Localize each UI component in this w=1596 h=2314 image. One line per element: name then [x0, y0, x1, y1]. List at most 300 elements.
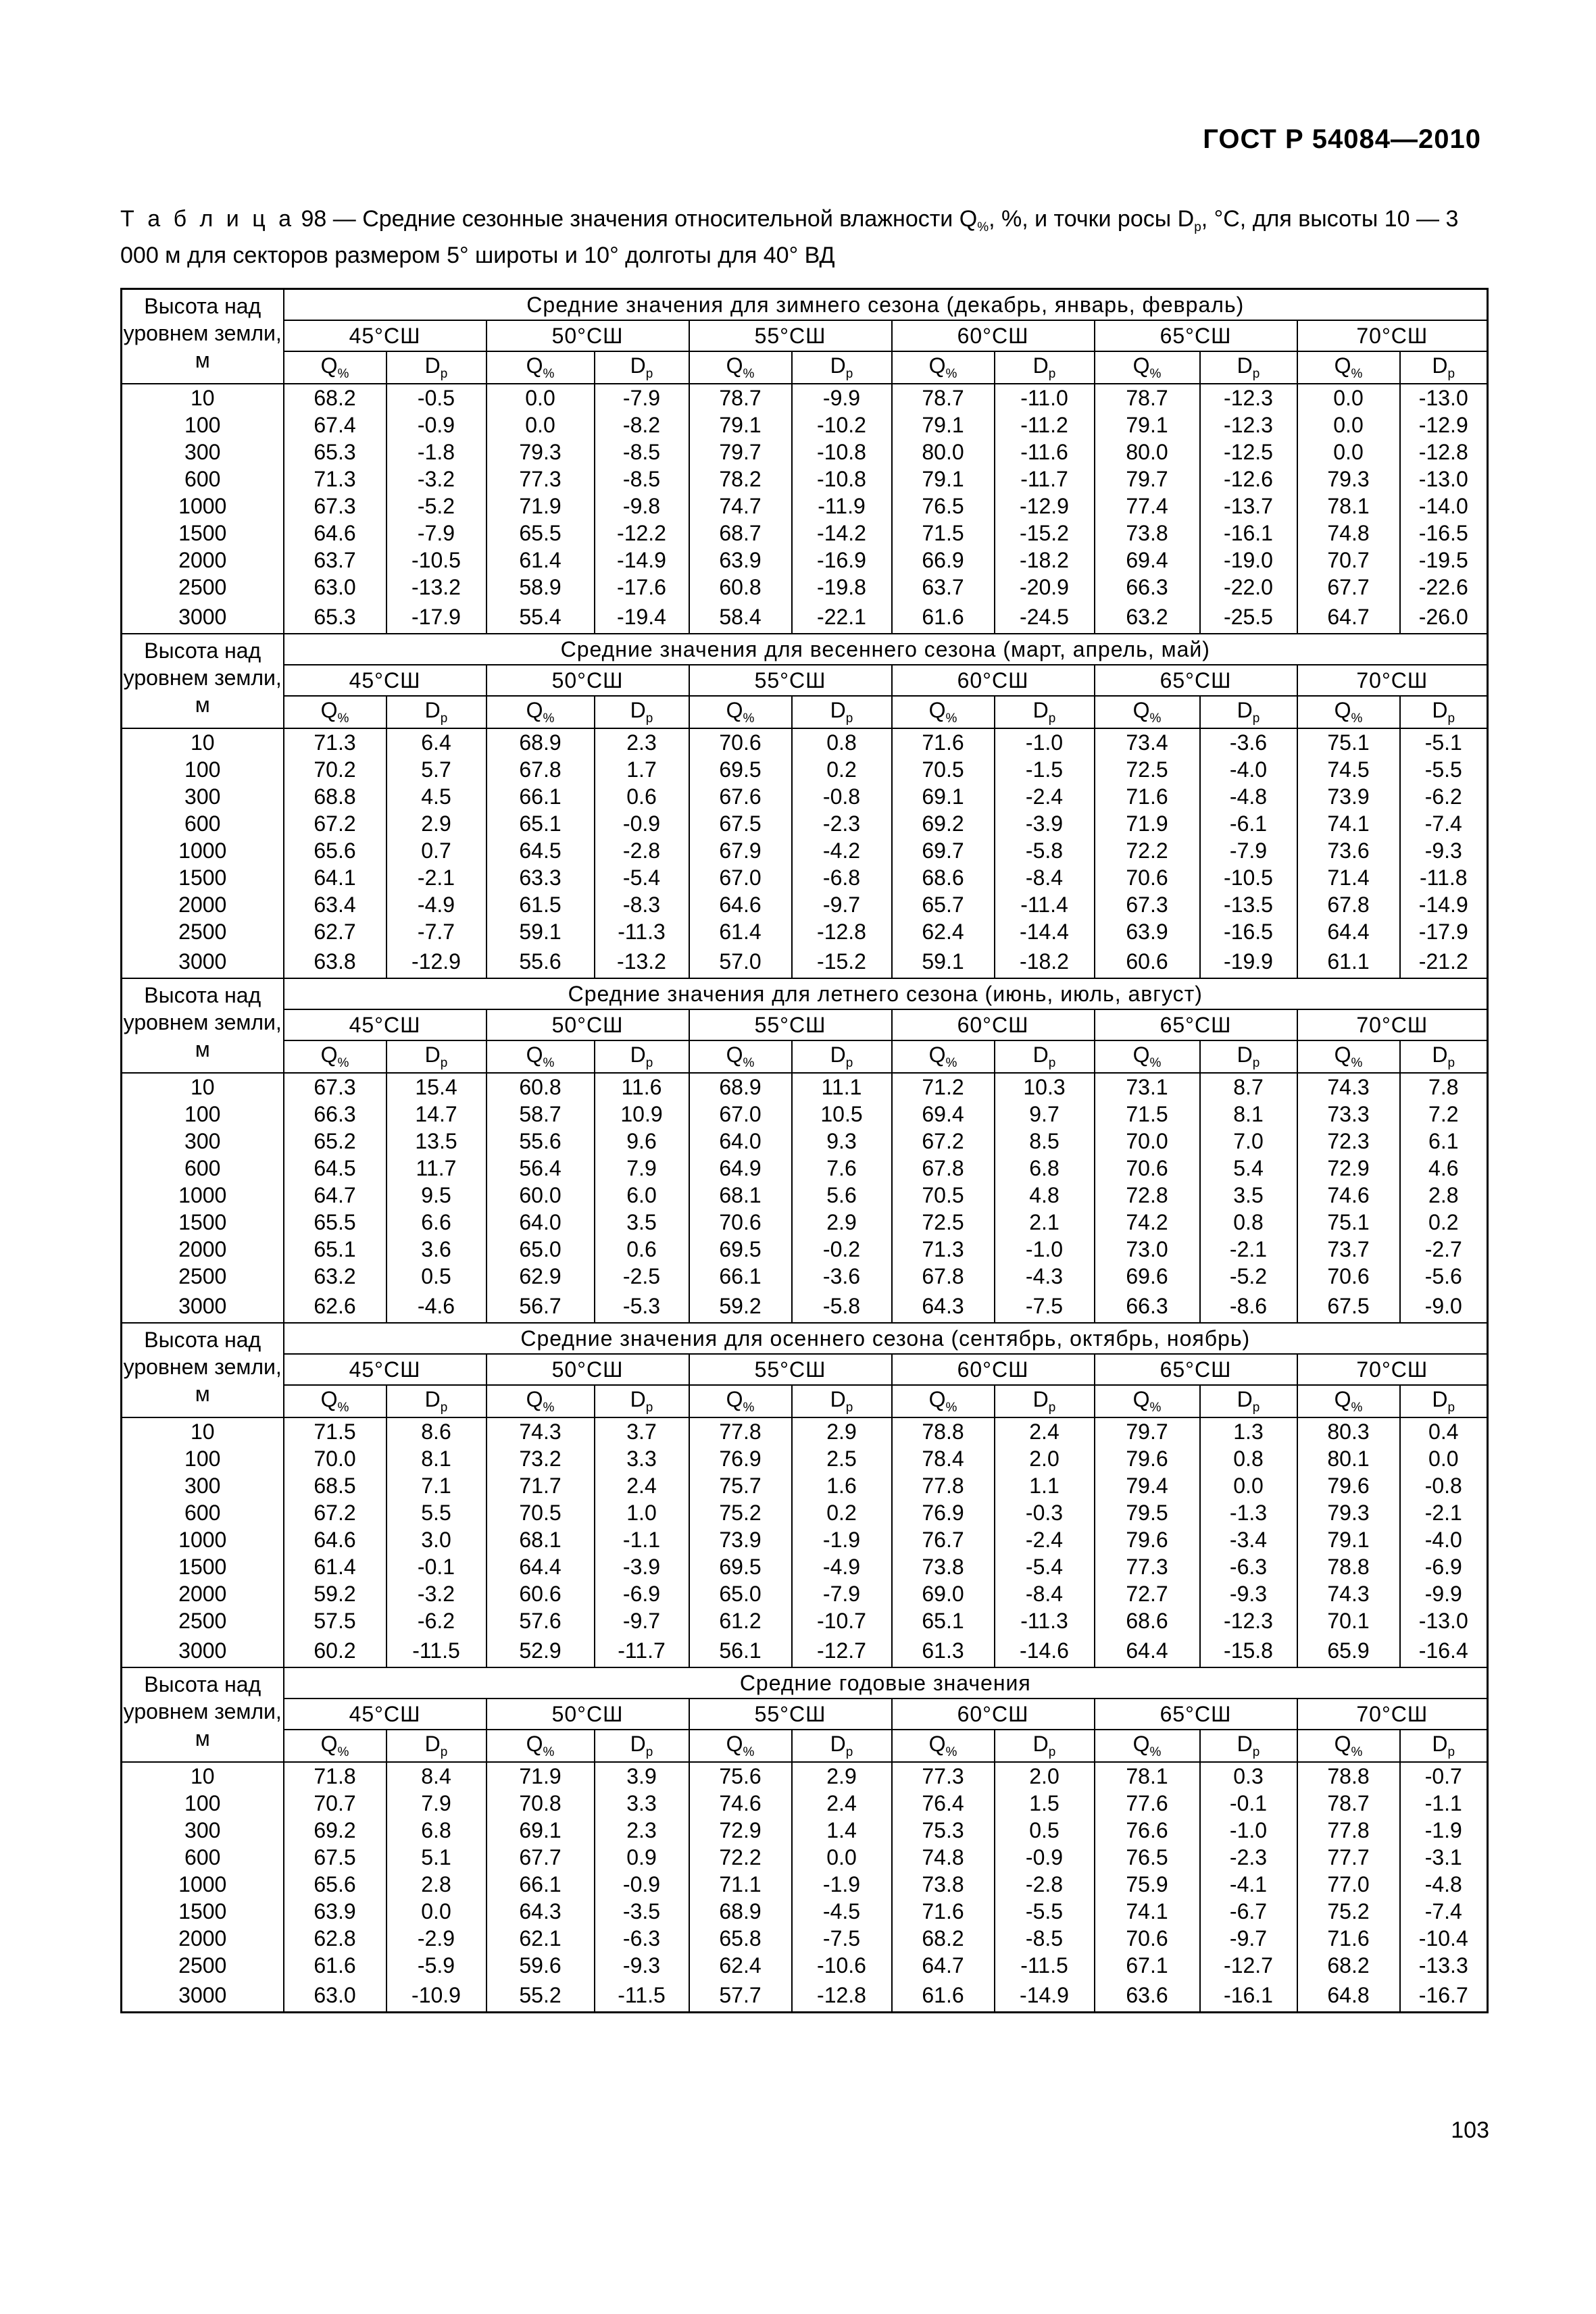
variable-header-row	[122, 351, 1488, 384]
latitude-header: 50°СШ	[487, 1009, 689, 1040]
humidity-cell: 63.4	[284, 891, 386, 918]
humidity-cell: 69.5	[689, 1236, 792, 1263]
humidity-cell: 70.5	[487, 1499, 595, 1526]
humidity-cell: 69.5	[689, 756, 792, 783]
dewpoint-cell: -14.2	[792, 520, 892, 547]
humidity-header	[892, 1730, 995, 1762]
dewpoint-header	[1200, 696, 1297, 728]
humidity-cell: 68.2	[1297, 1952, 1400, 1979]
dewpoint-header	[1400, 351, 1488, 384]
humidity-header-subscript: %	[337, 711, 349, 726]
height-cell: 2000	[122, 1925, 284, 1952]
dewpoint-cell: 4.6	[1400, 1155, 1488, 1182]
humidity-cell: 74.1	[1095, 1898, 1200, 1925]
dewpoint-cell: -22.1	[792, 601, 892, 634]
humidity-cell: 77.3	[487, 466, 595, 493]
humidity-cell: 52.9	[487, 1634, 595, 1667]
humidity-cell: 0.0	[1297, 384, 1400, 411]
humidity-cell: 67.8	[892, 1263, 995, 1290]
dewpoint-cell: -1.9	[792, 1526, 892, 1553]
dewpoint-cell: -2.9	[386, 1925, 487, 1952]
humidity-header	[689, 696, 792, 728]
humidity-header	[487, 696, 595, 728]
humidity-header	[284, 1385, 386, 1417]
humidity-cell: 60.8	[689, 574, 792, 601]
dewpoint-cell: 3.0	[386, 1526, 487, 1553]
humidity-cell: 66.9	[892, 547, 995, 574]
dewpoint-header	[1200, 1730, 1297, 1762]
latitude-header: 45°СШ	[284, 1009, 487, 1040]
dewpoint-cell: 6.6	[386, 1209, 487, 1236]
humidity-cell: 64.5	[487, 837, 595, 864]
humidity-cell: 74.6	[1297, 1182, 1400, 1209]
dewpoint-header	[595, 696, 689, 728]
humidity-cell: 68.2	[892, 1925, 995, 1952]
humidity-cell: 68.5	[284, 1472, 386, 1499]
table-row	[122, 1844, 1488, 1871]
dewpoint-cell: 10.3	[995, 1073, 1095, 1101]
humidity-cell: 62.9	[487, 1263, 595, 1290]
dewpoint-cell: 8.6	[386, 1417, 487, 1445]
humidity-header-subscript: %	[337, 1401, 349, 1415]
humidity-cell: 59.6	[487, 1952, 595, 1979]
dewpoint-cell: 0.6	[595, 783, 689, 810]
dewpoint-header	[595, 1385, 689, 1417]
humidity-cell: 77.8	[1297, 1817, 1400, 1844]
dewpoint-cell: -8.5	[595, 438, 689, 466]
humidity-cell: 78.4	[892, 1445, 995, 1472]
latitude-header: 45°СШ	[284, 320, 487, 351]
humidity-header-letter: Q	[526, 353, 543, 378]
humidity-cell: 71.3	[284, 728, 386, 756]
humidity-cell: 69.1	[487, 1817, 595, 1844]
dewpoint-cell: -18.2	[995, 945, 1095, 978]
dewpoint-header-letter: D	[1237, 1042, 1253, 1067]
humidity-cell: 71.1	[689, 1871, 792, 1898]
dewpoint-cell: -2.5	[595, 1263, 689, 1290]
humidity-header-letter: Q	[726, 353, 743, 378]
dewpoint-cell: -2.3	[1200, 1844, 1297, 1871]
humidity-header-subscript: %	[543, 1056, 555, 1070]
dewpoint-cell: -2.1	[1200, 1236, 1297, 1263]
dewpoint-header-subscript: p	[440, 1401, 448, 1415]
dewpoint-cell: -3.5	[595, 1898, 689, 1925]
humidity-cell: 57.0	[689, 945, 792, 978]
humidity-cell: 71.9	[487, 1762, 595, 1790]
dewpoint-cell: 2.3	[595, 728, 689, 756]
humidity-cell: 68.6	[1095, 1607, 1200, 1634]
dewpoint-cell: -9.0	[1400, 1290, 1488, 1323]
humidity-cell: 57.5	[284, 1607, 386, 1634]
humidity-cell: 75.6	[689, 1762, 792, 1790]
humidity-cell: 64.6	[284, 1526, 386, 1553]
humidity-header-subscript: %	[945, 1745, 957, 1759]
table-row	[122, 1155, 1488, 1182]
humidity-cell: 67.7	[487, 1844, 595, 1871]
dewpoint-cell: -0.8	[792, 783, 892, 810]
dewpoint-cell: -14.0	[1400, 493, 1488, 520]
dewpoint-cell: -6.8	[792, 864, 892, 891]
latitude-header-row	[122, 1009, 1488, 1040]
table-row	[122, 864, 1488, 891]
humidity-cell: 70.6	[689, 728, 792, 756]
dewpoint-header-letter: D	[1032, 1042, 1049, 1067]
dewpoint-cell: -0.5	[386, 384, 487, 411]
dewpoint-cell: 2.1	[995, 1209, 1095, 1236]
humidity-cell: 71.8	[284, 1762, 386, 1790]
latitude-header: 45°СШ	[284, 665, 487, 696]
humidity-header-letter: Q	[1132, 1042, 1150, 1067]
dewpoint-header-letter: D	[1237, 353, 1253, 378]
dewpoint-cell: -10.5	[1200, 864, 1297, 891]
dewpoint-cell: -18.2	[995, 547, 1095, 574]
dewpoint-cell: -16.1	[1200, 520, 1297, 547]
humidity-cell: 64.8	[1297, 1979, 1400, 2013]
humidity-cell: 75.3	[892, 1817, 995, 1844]
humidity-cell: 80.0	[892, 438, 995, 466]
humidity-header	[689, 1040, 792, 1073]
humidity-cell: 64.4	[1095, 1634, 1200, 1667]
latitude-header: 70°СШ	[1297, 1354, 1488, 1385]
humidity-cell: 69.5	[689, 1553, 792, 1580]
dewpoint-cell: -9.7	[1200, 1925, 1297, 1952]
table-row	[122, 384, 1488, 411]
table-row	[122, 1101, 1488, 1128]
dewpoint-cell: 15.4	[386, 1073, 487, 1101]
dewpoint-cell: -16.4	[1400, 1634, 1488, 1667]
humidity-cell: 65.1	[892, 1607, 995, 1634]
dewpoint-header	[995, 1040, 1095, 1073]
humidity-cell: 59.2	[284, 1580, 386, 1607]
humidity-cell: 79.5	[1095, 1499, 1200, 1526]
humidity-header-subscript: %	[1351, 711, 1363, 726]
humidity-header-letter: Q	[1334, 698, 1351, 722]
table-row	[122, 1979, 1488, 2013]
humidity-header-letter: Q	[526, 1387, 543, 1411]
humidity-cell: 72.3	[1297, 1128, 1400, 1155]
height-cell: 300	[122, 1472, 284, 1499]
humidity-cell: 66.3	[284, 1101, 386, 1128]
humidity-cell: 67.2	[284, 810, 386, 837]
dewpoint-cell: -19.8	[792, 574, 892, 601]
humidity-cell: 70.5	[892, 1182, 995, 1209]
dewpoint-cell: -7.9	[386, 520, 487, 547]
table-row	[122, 1580, 1488, 1607]
height-cell: 10	[122, 384, 284, 411]
dewpoint-cell: -6.3	[595, 1925, 689, 1952]
dewpoint-cell: 7.9	[386, 1790, 487, 1817]
table-row	[122, 1128, 1488, 1155]
humidity-header-subscript: %	[1149, 1401, 1162, 1415]
latitude-header: 50°СШ	[487, 665, 689, 696]
humidity-cell: 64.1	[284, 864, 386, 891]
dewpoint-cell: 8.5	[995, 1128, 1095, 1155]
humidity-cell: 71.3	[892, 1236, 995, 1263]
humidity-cell: 63.9	[1095, 918, 1200, 945]
dewpoint-cell: -5.2	[386, 493, 487, 520]
humidity-cell: 66.3	[1095, 1290, 1200, 1323]
dewpoint-cell: -11.8	[1400, 864, 1488, 891]
dewpoint-cell: -5.8	[792, 1290, 892, 1323]
humidity-cell: 72.2	[1095, 837, 1200, 864]
dewpoint-cell: -0.1	[386, 1553, 487, 1580]
latitude-header: 60°СШ	[892, 1009, 1095, 1040]
humidity-cell: 74.7	[689, 493, 792, 520]
dewpoint-header-letter: D	[1432, 1732, 1448, 1756]
caption-sub-d: p	[1194, 220, 1201, 234]
humidity-cell: 79.7	[1095, 1417, 1200, 1445]
humidity-cell: 77.4	[1095, 493, 1200, 520]
humidity-cell: 72.5	[892, 1209, 995, 1236]
height-cell: 2000	[122, 547, 284, 574]
dewpoint-header	[792, 1385, 892, 1417]
dewpoint-header	[386, 1730, 487, 1762]
humidity-cell: 62.1	[487, 1925, 595, 1952]
height-cell: 3000	[122, 945, 284, 978]
dewpoint-cell: -6.1	[1200, 810, 1297, 837]
dewpoint-header-subscript: p	[845, 1401, 853, 1415]
humidity-cell: 74.1	[1297, 810, 1400, 837]
latitude-header: 55°СШ	[689, 320, 892, 351]
humidity-cell: 63.8	[284, 945, 386, 978]
humidity-cell: 72.7	[1095, 1580, 1200, 1607]
humidity-header-letter: Q	[1334, 1732, 1351, 1756]
humidity-header-letter: Q	[726, 1732, 743, 1756]
humidity-cell: 80.1	[1297, 1445, 1400, 1472]
table-row	[122, 1445, 1488, 1472]
dewpoint-header-subscript: p	[1447, 1056, 1455, 1070]
dewpoint-cell: 5.7	[386, 756, 487, 783]
dewpoint-cell: 6.4	[386, 728, 487, 756]
table-row	[122, 1553, 1488, 1580]
height-column-header: Высота над уровнем земли, м	[122, 1323, 284, 1417]
dewpoint-cell: -4.5	[792, 1898, 892, 1925]
dewpoint-cell: -26.0	[1400, 601, 1488, 634]
humidity-cell: 63.6	[1095, 1979, 1200, 2013]
humidity-cell: 70.2	[284, 756, 386, 783]
table-row	[122, 1417, 1488, 1445]
dewpoint-cell: -19.9	[1200, 945, 1297, 978]
humidity-cell: 70.6	[1095, 864, 1200, 891]
humidity-cell: 78.1	[1095, 1762, 1200, 1790]
dewpoint-cell: -21.2	[1400, 945, 1488, 978]
table-row	[122, 1790, 1488, 1817]
humidity-cell: 71.5	[284, 1417, 386, 1445]
dewpoint-cell: -11.5	[995, 1952, 1095, 1979]
humidity-cell: 62.4	[892, 918, 995, 945]
humidity-cell: 67.8	[487, 756, 595, 783]
humidity-cell: 65.0	[689, 1580, 792, 1607]
dewpoint-cell: 4.5	[386, 783, 487, 810]
humidity-cell: 59.1	[487, 918, 595, 945]
table-row	[122, 1182, 1488, 1209]
dewpoint-cell: 2.9	[792, 1762, 892, 1790]
dewpoint-cell: -1.8	[386, 438, 487, 466]
humidity-header-letter: Q	[1132, 1387, 1150, 1411]
dewpoint-cell: -12.3	[1200, 411, 1297, 438]
dewpoint-cell: -1.9	[1400, 1817, 1488, 1844]
variable-header-row	[122, 1040, 1488, 1073]
dewpoint-cell: 0.4	[1400, 1417, 1488, 1445]
table-row	[122, 493, 1488, 520]
dewpoint-cell: -12.8	[792, 1979, 892, 2013]
humidity-cell: 62.6	[284, 1290, 386, 1323]
dewpoint-cell: -12.8	[792, 918, 892, 945]
humidity-header-subscript: %	[1351, 367, 1363, 381]
dewpoint-cell: 6.8	[995, 1155, 1095, 1182]
dewpoint-cell: -10.8	[792, 438, 892, 466]
height-cell: 600	[122, 466, 284, 493]
dewpoint-cell: -11.7	[995, 466, 1095, 493]
humidity-cell: 63.2	[1095, 601, 1200, 634]
humidity-header-letter: Q	[320, 1042, 338, 1067]
dewpoint-header	[386, 351, 487, 384]
humidity-cell: 73.9	[689, 1526, 792, 1553]
dewpoint-cell: 0.5	[995, 1817, 1095, 1844]
humidity-header	[1297, 1730, 1400, 1762]
dewpoint-header-letter: D	[1032, 1732, 1049, 1756]
latitude-header: 65°СШ	[1095, 665, 1297, 696]
height-cell: 10	[122, 1073, 284, 1101]
humidity-cell: 73.7	[1297, 1236, 1400, 1263]
height-cell: 100	[122, 411, 284, 438]
dewpoint-cell: -5.4	[995, 1553, 1095, 1580]
section-title: Средние годовые значения	[284, 1667, 1488, 1699]
dewpoint-cell: -0.7	[1400, 1762, 1488, 1790]
dewpoint-cell: -11.3	[595, 918, 689, 945]
humidity-cell: 76.4	[892, 1790, 995, 1817]
humidity-header	[284, 1040, 386, 1073]
humidity-cell: 63.9	[689, 547, 792, 574]
latitude-header: 50°СШ	[487, 1354, 689, 1385]
humidity-cell: 71.9	[1095, 810, 1200, 837]
humidity-cell: 79.1	[689, 411, 792, 438]
dewpoint-header	[595, 1730, 689, 1762]
dewpoint-cell: -0.1	[1200, 1790, 1297, 1817]
height-cell: 3000	[122, 601, 284, 634]
humidity-cell: 69.7	[892, 837, 995, 864]
dewpoint-header-subscript: p	[1447, 1745, 1455, 1759]
dewpoint-cell: 0.3	[1200, 1762, 1297, 1790]
dewpoint-cell: -12.2	[595, 520, 689, 547]
dewpoint-cell: -14.9	[995, 1979, 1095, 2013]
dewpoint-header-subscript: p	[1252, 1056, 1260, 1070]
dewpoint-cell: -13.2	[386, 574, 487, 601]
humidity-cell: 55.2	[487, 1979, 595, 2013]
humidity-header-letter: Q	[928, 698, 946, 722]
humidity-cell: 71.3	[284, 466, 386, 493]
dewpoint-cell: 9.5	[386, 1182, 487, 1209]
dewpoint-cell: 3.7	[595, 1417, 689, 1445]
humidity-header-subscript: %	[1351, 1745, 1363, 1759]
dewpoint-header	[995, 1730, 1095, 1762]
dewpoint-cell: -8.4	[995, 1580, 1095, 1607]
dewpoint-cell: 3.6	[386, 1236, 487, 1263]
dewpoint-cell: -0.9	[595, 810, 689, 837]
humidity-header-subscript: %	[743, 367, 755, 381]
humidity-cell: 68.9	[689, 1898, 792, 1925]
dewpoint-cell: 5.6	[792, 1182, 892, 1209]
table-row	[122, 1871, 1488, 1898]
humidity-cell: 63.2	[284, 1263, 386, 1290]
humidity-cell: 0.0	[1297, 411, 1400, 438]
humidity-cell: 70.7	[1297, 547, 1400, 574]
dewpoint-cell: -17.9	[1400, 918, 1488, 945]
humidity-cell: 67.8	[1297, 891, 1400, 918]
height-cell: 2500	[122, 1607, 284, 1634]
humidity-header	[689, 351, 792, 384]
humidity-cell: 65.6	[284, 837, 386, 864]
dewpoint-cell: -11.0	[995, 384, 1095, 411]
height-cell: 1500	[122, 1209, 284, 1236]
humidity-header	[689, 1730, 792, 1762]
height-cell: 1500	[122, 1553, 284, 1580]
dewpoint-cell: 7.2	[1400, 1101, 1488, 1128]
humidity-cell: 71.6	[1095, 783, 1200, 810]
humidity-cell: 66.1	[487, 1871, 595, 1898]
dewpoint-cell: 7.8	[1400, 1073, 1488, 1101]
dewpoint-header	[792, 351, 892, 384]
humidity-cell: 78.7	[689, 384, 792, 411]
height-cell: 3000	[122, 1290, 284, 1323]
dewpoint-cell: -13.5	[1200, 891, 1297, 918]
dewpoint-header-subscript: p	[645, 367, 653, 381]
dewpoint-cell: -0.2	[792, 1236, 892, 1263]
dewpoint-cell: 3.3	[595, 1790, 689, 1817]
dewpoint-cell: 1.3	[1200, 1417, 1297, 1445]
height-cell: 2500	[122, 1263, 284, 1290]
dewpoint-cell: -10.8	[792, 466, 892, 493]
dewpoint-cell: 9.3	[792, 1128, 892, 1155]
dewpoint-cell: -6.9	[1400, 1553, 1488, 1580]
dewpoint-cell: -16.5	[1200, 918, 1297, 945]
dewpoint-header-subscript: p	[1447, 711, 1455, 726]
humidity-cell: 75.2	[1297, 1898, 1400, 1925]
humidity-cell: 67.1	[1095, 1952, 1200, 1979]
dewpoint-cell: -2.1	[386, 864, 487, 891]
dewpoint-cell: 2.4	[595, 1472, 689, 1499]
dewpoint-header-letter: D	[424, 1732, 441, 1756]
dewpoint-cell: 1.1	[995, 1472, 1095, 1499]
dewpoint-cell: -7.9	[792, 1580, 892, 1607]
table-row	[122, 1236, 1488, 1263]
humidity-cell: 55.4	[487, 601, 595, 634]
table-row	[122, 891, 1488, 918]
dewpoint-cell: 0.8	[1200, 1445, 1297, 1472]
humidity-cell: 65.3	[284, 601, 386, 634]
dewpoint-cell: 1.0	[595, 1499, 689, 1526]
humidity-header	[1297, 1385, 1400, 1417]
dewpoint-cell: 0.0	[1200, 1472, 1297, 1499]
humidity-cell: 60.2	[284, 1634, 386, 1667]
humidity-cell: 79.6	[1095, 1445, 1200, 1472]
humidity-cell: 65.7	[892, 891, 995, 918]
humidity-cell: 70.6	[689, 1209, 792, 1236]
dewpoint-cell: -4.8	[1400, 1871, 1488, 1898]
humidity-header-subscript: %	[743, 711, 755, 726]
humidity-cell: 71.6	[892, 1898, 995, 1925]
height-column-header: Высота над уровнем земли, м	[122, 289, 284, 384]
dewpoint-cell: -8.2	[595, 411, 689, 438]
humidity-cell: 79.7	[1095, 466, 1200, 493]
dewpoint-header-letter: D	[424, 698, 441, 722]
humidity-cell: 65.5	[284, 1209, 386, 1236]
dewpoint-header-letter: D	[424, 353, 441, 378]
humidity-cell: 64.5	[284, 1155, 386, 1182]
humidity-cell: 71.4	[1297, 864, 1400, 891]
humidity-cell: 68.6	[892, 864, 995, 891]
height-cell: 600	[122, 1499, 284, 1526]
